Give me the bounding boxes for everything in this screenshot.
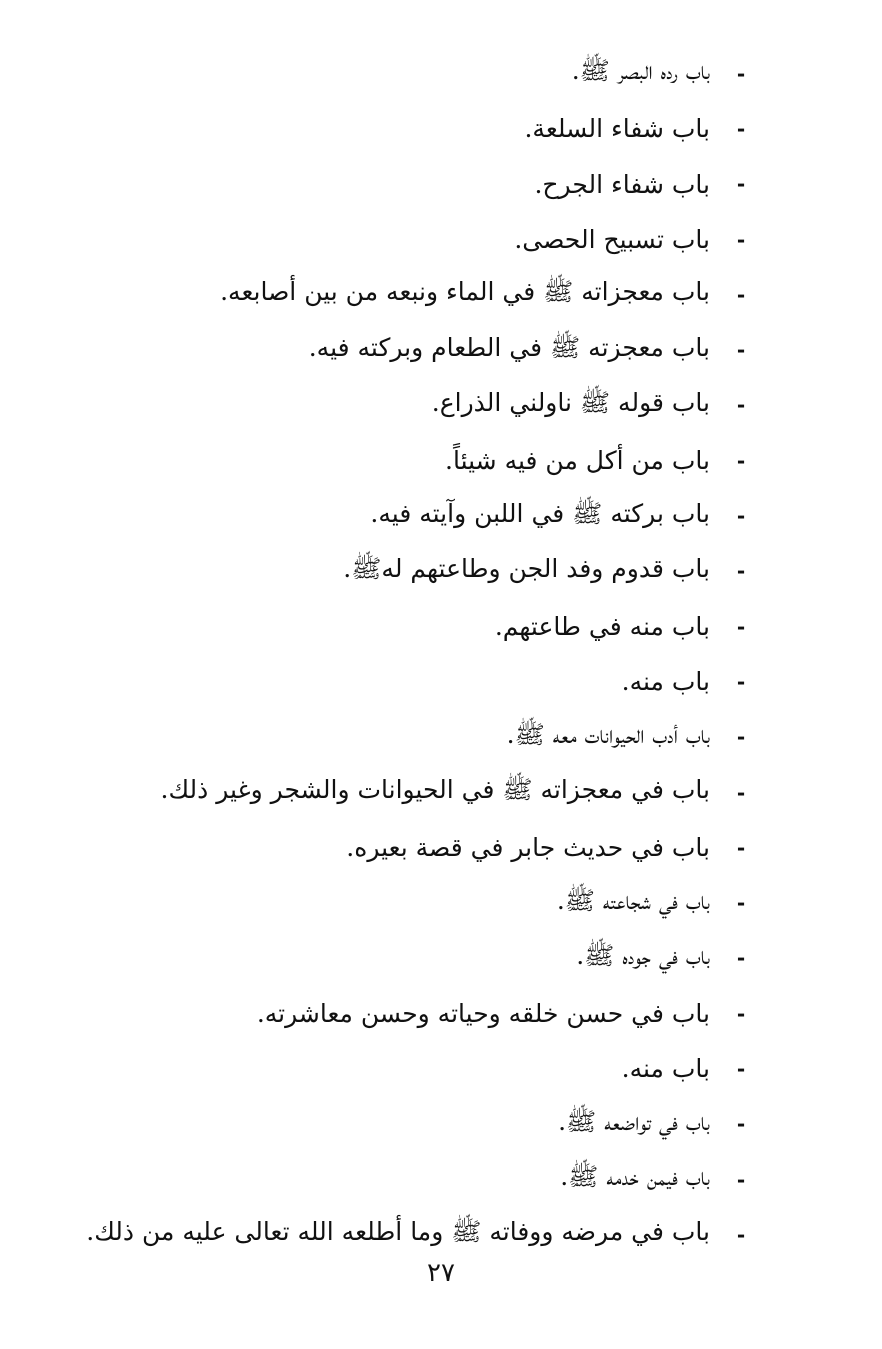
chapter-title: باب من أكل من فيه شيئاً. (445, 446, 710, 476)
list-item (32, 710, 752, 765)
dash-bullet-icon: - (736, 1112, 746, 1137)
dash-bullet-icon: - (736, 946, 746, 971)
chapter-title: باب منه. (621, 1054, 710, 1084)
chapter-title: باب في معجزاته ﷺ في الحيوانات والشجر وغير ذلك. (160, 775, 710, 804)
dash-bullet-icon: - (736, 891, 746, 916)
list-item (32, 322, 752, 377)
chapter-title: باب شفاء الجرح. (534, 169, 710, 199)
dash-bullet-icon: - (736, 61, 746, 86)
list-item (32, 46, 752, 101)
list-item (32, 820, 752, 875)
chapter-title: باب في حسن خلقه وحياته وحسن معاشرته. (256, 999, 710, 1029)
dash-bullet-icon: - (736, 559, 746, 584)
list-item (32, 986, 752, 1041)
list-item (32, 599, 752, 654)
list-item (32, 488, 752, 543)
list-item (32, 101, 752, 156)
list-item (32, 875, 752, 930)
dash-bullet-icon: - (736, 835, 746, 860)
dash-bullet-icon: - (736, 172, 746, 197)
chapter-title: باب في مرضه ووفاته ﷺ وما أطلعه الله تعالى عليه من ذلك. (86, 1217, 710, 1247)
dash-bullet-icon: - (736, 227, 746, 252)
list-item (32, 212, 752, 267)
list-item (32, 433, 752, 488)
list-item (32, 267, 752, 322)
dash-bullet-icon: - (736, 614, 746, 639)
chapter-title: باب في جوده ﷺ. (576, 940, 710, 970)
dash-bullet-icon: - (736, 338, 746, 363)
dash-bullet-icon: - (736, 1222, 746, 1247)
dash-bullet-icon: - (736, 448, 746, 473)
list-item (32, 378, 752, 433)
dash-bullet-icon: - (736, 504, 746, 529)
list-item (32, 1041, 752, 1096)
chapter-title: باب شفاء السلعة. (524, 114, 710, 144)
chapter-title: باب معجزاته ﷺ في الماء ونبعه من بين أصابعه. (220, 277, 710, 307)
list-item (32, 931, 752, 986)
list-item (32, 654, 752, 709)
dash-bullet-icon: - (736, 1001, 746, 1026)
dash-bullet-icon: - (736, 282, 746, 307)
dash-bullet-icon: - (736, 725, 746, 750)
list-item (32, 1152, 752, 1207)
chapter-title: باب فيمن خدمه ﷺ. (560, 1162, 710, 1192)
chapter-title: باب في حديث جابر في قصة بعيره. (346, 833, 710, 863)
chapter-title: باب تسبيح الحصى. (514, 225, 710, 255)
list-item (32, 544, 752, 599)
chapter-title: باب قوله ﷺ ناولني الذراع. (431, 387, 710, 417)
chapter-title: باب منه. (621, 667, 710, 697)
dash-bullet-icon: - (736, 1056, 746, 1081)
chapter-list (32, 46, 752, 1263)
chapter-title: باب أدب الحيوانات معه ﷺ. (506, 719, 710, 749)
list-item (32, 157, 752, 212)
dash-bullet-icon: - (736, 393, 746, 418)
chapter-title: باب بركته ﷺ في اللبن وآيته فيه. (370, 498, 710, 528)
chapter-title: باب رده البصر ﷺ. (571, 56, 710, 86)
chapter-title: باب معجزته ﷺ في الطعام وبركته فيه. (308, 332, 710, 362)
dash-bullet-icon: - (736, 116, 746, 141)
dash-bullet-icon: - (736, 780, 746, 805)
list-item (32, 1207, 752, 1262)
chapter-title: باب منه في طاعتهم. (494, 612, 710, 642)
dash-bullet-icon: - (736, 1167, 746, 1192)
list-item (32, 1097, 752, 1152)
dash-bullet-icon: - (736, 669, 746, 694)
chapter-title: باب في تواضعه ﷺ. (558, 1106, 710, 1136)
page-number: ٢٧ (427, 1258, 455, 1288)
chapter-title: باب في شجاعته ﷺ. (556, 885, 710, 915)
chapter-title: باب قدوم وفد الجن وطاعتهم لهﷺ. (343, 553, 710, 583)
list-item (32, 765, 752, 820)
